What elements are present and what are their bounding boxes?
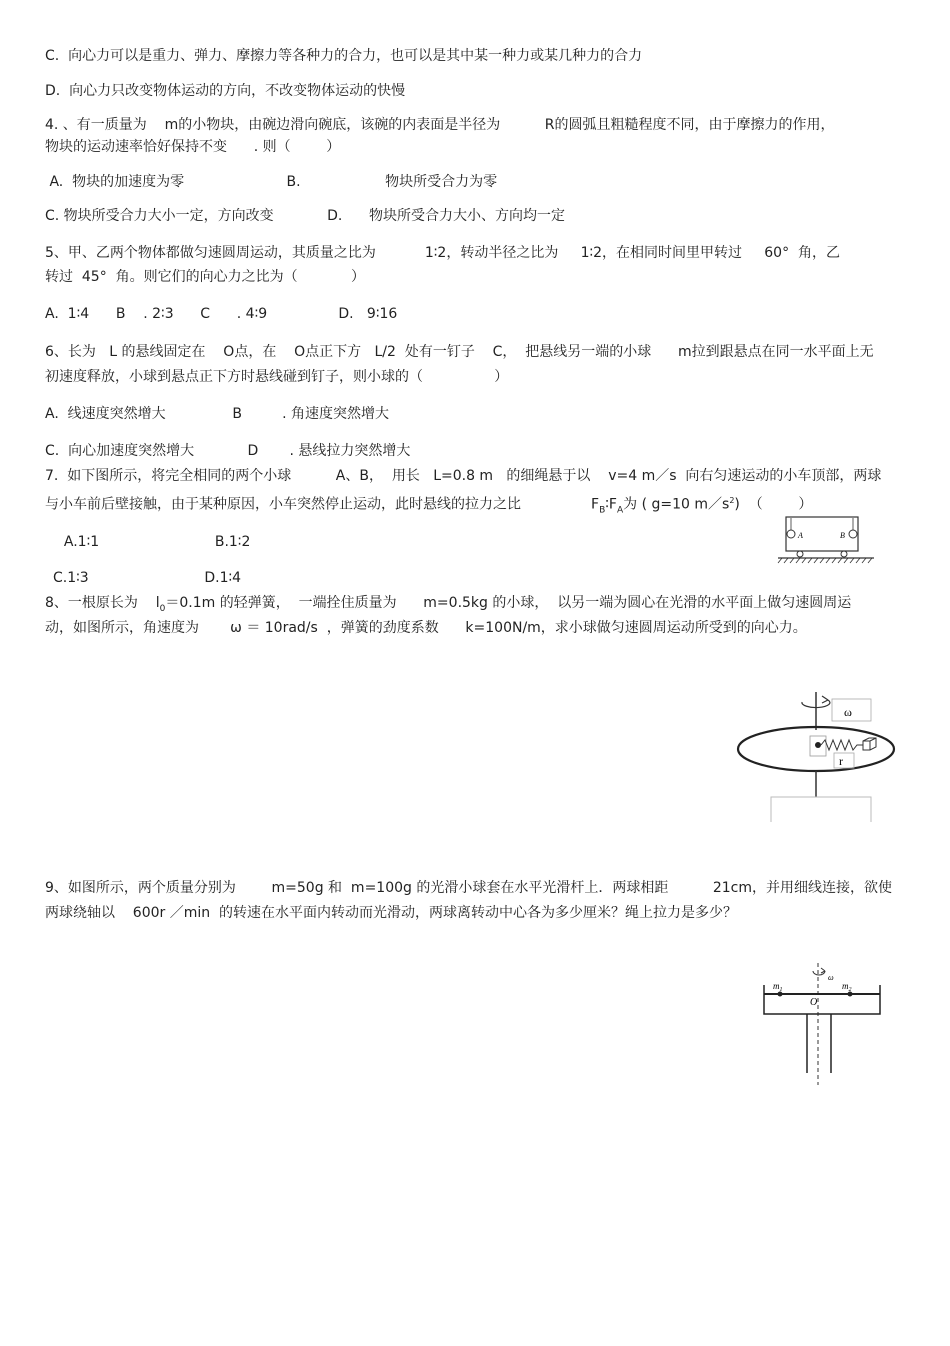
question-5-line-2: 转过 45° 角。则它们的向心力之比为（ ） <box>45 269 366 285</box>
option-c-line: C. 向心力可以是重力、弹力、摩擦力等各种力的合力，也可以是其中某一种力或某几种力的合力 <box>45 48 643 64</box>
mass-2-label: $m_2$ <box>842 981 852 993</box>
gravity-exponent: 2 <box>729 496 735 505</box>
rod-omega-label: ω <box>828 973 834 982</box>
force-ratio-b-sub: B <box>599 505 606 516</box>
question-6-options-cd: C. 向心加速度突然增大 D . 悬线拉力突然增大 <box>45 443 411 459</box>
question-8-text-a: 8、一根原长为 l <box>45 595 160 611</box>
question-5-line-1: 5、甲、乙两个物体都做匀速圆周运动，其质量之比为 1∶2，转动半径之比为 1∶2，在相同时间里甲转过 60° 角，乙 <box>45 245 840 261</box>
question-6-options-ab: A. 线速度突然增大 B . 角速度突然增大 <box>45 406 389 422</box>
question-4-options-cd: C. 物块所受合力大小一定，方向改变 D. 物块所受合力大小、方向均一定 <box>45 208 566 224</box>
question-7-text: 与小车前后壁接触，由于某种原因，小车突然停止运动，此时悬线的拉力之比 <box>45 496 521 513</box>
question-4-line-2: 物块的运动速率恰好保持不变 . 则（ ） <box>45 139 341 155</box>
gravity-note: 为 ( g=10 m／s <box>623 496 730 513</box>
force-ratio-fb: F <box>591 496 600 513</box>
question-5-options: A. 1∶4 B . 2∶3 C . 4∶9 D. 9∶16 <box>45 306 398 322</box>
angular-velocity-label: ω <box>844 705 852 719</box>
force-ratio-a-sub: A <box>616 505 624 516</box>
radius-label: r <box>839 754 843 768</box>
question-8-line-1 <box>45 595 851 617</box>
question-8-line-2: 动，如图所示，角速度为 ω ＝ 10rad/s ，弹簧的劲度系数 k=100N/m，求小球做匀速圆周运动所受到的向心力。 <box>45 620 807 636</box>
question-4-line-1: 4. 、有一质量为 m的小物块，由碗边滑向碗底，该碗的内表面是半径为 R的圆弧且粗糙程度不同，由于摩擦力的作用， <box>45 117 835 133</box>
spring-disk-figure <box>730 690 900 825</box>
question-7-bracket: ) （ ） <box>734 496 813 513</box>
cart-figure <box>770 512 880 566</box>
question-7-options-cd: C.1∶3 D.1∶4 <box>53 570 242 586</box>
rod-figure <box>755 963 885 1088</box>
option-d-line: D. 向心力只改变物体运动的方向，不改变物体运动的快慢 <box>45 83 406 99</box>
question-7-options-ab: A.1∶1 B.1∶2 <box>55 534 251 550</box>
question-9-line-2: 两球绕轴以 600r ／min 的转速在水平面内转动而光滑动，两球离转动中心各为多少厘米？绳上拉力是多少？ <box>45 905 738 921</box>
natural-length-sub: 0 <box>159 603 166 614</box>
rotation-center-label: O <box>810 997 818 1008</box>
ball-b-label: B <box>840 531 845 540</box>
force-ratio-fa: ∶F <box>605 496 617 513</box>
question-9-line-1: 9、如图所示，两个质量分别为 m=50g 和 m=100g 的光滑小球套在水平光滑杆上．两球相距 21cm，并用细线连接，欲使 <box>45 880 893 896</box>
question-4-options-ab: A. 物块的加速度为零 B. 物块所受合力为零 <box>45 174 498 190</box>
question-8-text-b: ＝0.1m 的轻弹簧， 一端拴住质量为 m=0.5kg 的小球， 以另一端为圆心在光滑的水平面上做匀速圆周运 <box>165 595 852 611</box>
question-7-line-1: 7. 如下图所示，将完全相同的两个小球 A、B， 用长 L=0.8 m 的细绳悬于以 v=4 m／s 向右匀速运动的小车顶部，两球 <box>45 468 882 484</box>
ball-a-label: A <box>798 531 803 540</box>
question-6-line-2: 初速度释放，小球到悬点正下方时悬线碰到钉子，则小球的（ ） <box>45 369 509 385</box>
question-7-line-2 <box>45 493 812 518</box>
mass-1-label: $m_1$ <box>773 981 783 993</box>
question-6-line-1: 6、长为 L 的悬线固定在 O点，在 O点正下方 L/2 处有一钉子 C， 把悬线另一端的小球 m拉到跟悬点在同一水平面上无 <box>45 344 874 360</box>
